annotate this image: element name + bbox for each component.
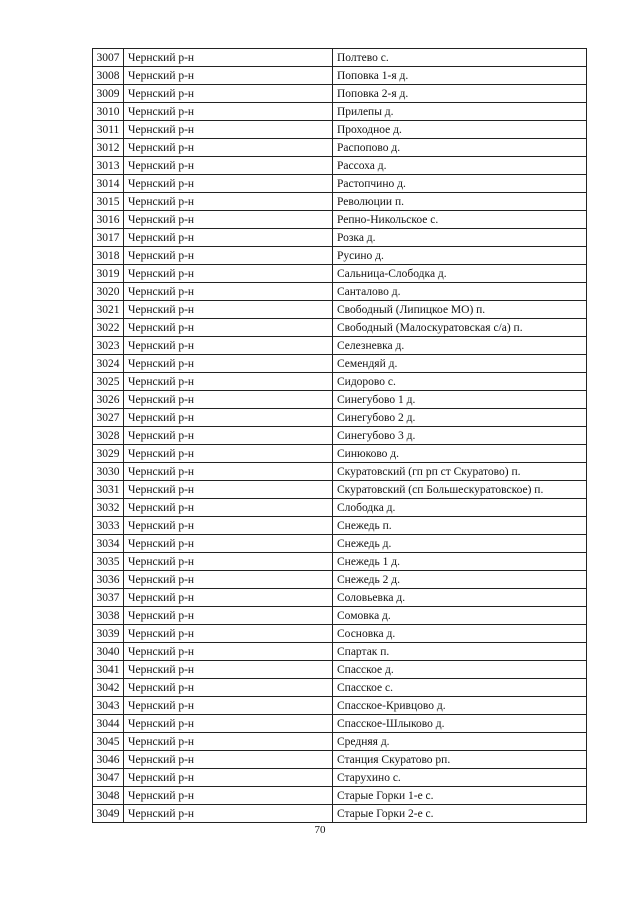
district-cell: Чернский р-н — [124, 445, 333, 463]
district-cell: Чернский р-н — [124, 499, 333, 517]
district-cell: Чернский р-н — [124, 355, 333, 373]
settlement-cell: Распопово д. — [333, 139, 587, 157]
district-cell: Чернский р-н — [124, 481, 333, 499]
table-row — [93, 769, 587, 787]
row-number: 3041 — [93, 661, 124, 679]
table-row — [93, 445, 587, 463]
row-number: 3013 — [93, 157, 124, 175]
table-row — [93, 265, 587, 283]
settlement-cell: Старые Горки 2-е с. — [333, 805, 587, 823]
district-cell: Чернский р-н — [124, 391, 333, 409]
district-cell: Чернский р-н — [124, 247, 333, 265]
district-cell: Чернский р-н — [124, 787, 333, 805]
settlement-cell: Средняя д. — [333, 733, 587, 751]
district-cell: Чернский р-н — [124, 337, 333, 355]
row-number: 3033 — [93, 517, 124, 535]
district-cell: Чернский р-н — [124, 193, 333, 211]
row-number: 3031 — [93, 481, 124, 499]
row-number: 3016 — [93, 211, 124, 229]
table-row — [93, 607, 587, 625]
row-number: 3037 — [93, 589, 124, 607]
settlement-cell: Снежедь п. — [333, 517, 587, 535]
row-number: 3035 — [93, 553, 124, 571]
row-number: 3025 — [93, 373, 124, 391]
row-number: 3036 — [93, 571, 124, 589]
district-cell: Чернский р-н — [124, 103, 333, 121]
row-number: 3042 — [93, 679, 124, 697]
settlement-cell: Старухино с. — [333, 769, 587, 787]
page-number: 70 — [314, 824, 326, 836]
row-number: 3043 — [93, 697, 124, 715]
settlement-cell: Синегубово 1 д. — [333, 391, 587, 409]
row-number: 3009 — [93, 85, 124, 103]
table-row — [93, 337, 587, 355]
district-cell: Чернский р-н — [124, 139, 333, 157]
table-row — [93, 553, 587, 571]
settlements-table-body — [93, 49, 587, 823]
table-row — [93, 733, 587, 751]
row-number: 3010 — [93, 103, 124, 121]
settlement-cell: Полтево с. — [333, 49, 587, 67]
district-cell: Чернский р-н — [124, 625, 333, 643]
table-row — [93, 175, 587, 193]
row-number: 3030 — [93, 463, 124, 481]
row-number: 3019 — [93, 265, 124, 283]
row-number: 3028 — [93, 427, 124, 445]
settlement-cell: Спасское-Кривцово д. — [333, 697, 587, 715]
row-number: 3044 — [93, 715, 124, 733]
settlement-cell: Поповка 1-я д. — [333, 67, 587, 85]
settlement-cell: Розка д. — [333, 229, 587, 247]
row-number: 3034 — [93, 535, 124, 553]
settlement-cell: Старые Горки 1-е с. — [333, 787, 587, 805]
district-cell: Чернский р-н — [124, 805, 333, 823]
settlement-cell: Соловьевка д. — [333, 589, 587, 607]
table-row — [93, 679, 587, 697]
table-row — [93, 283, 587, 301]
settlement-cell: Прилепы д. — [333, 103, 587, 121]
row-number: 3015 — [93, 193, 124, 211]
district-cell: Чернский р-н — [124, 427, 333, 445]
settlement-cell: Скуратовский (гп рп ст Скуратово) п. — [333, 463, 587, 481]
district-cell: Чернский р-н — [124, 211, 333, 229]
table-row — [93, 193, 587, 211]
row-number: 3014 — [93, 175, 124, 193]
district-cell: Чернский р-н — [124, 679, 333, 697]
district-cell: Чернский р-н — [124, 553, 333, 571]
table-row — [93, 517, 587, 535]
row-number: 3040 — [93, 643, 124, 661]
row-number: 3046 — [93, 751, 124, 769]
row-number: 3017 — [93, 229, 124, 247]
row-number: 3007 — [93, 49, 124, 67]
row-number: 3018 — [93, 247, 124, 265]
row-number: 3026 — [93, 391, 124, 409]
table-row — [93, 85, 587, 103]
district-cell: Чернский р-н — [124, 607, 333, 625]
settlement-cell: Спартак п. — [333, 643, 587, 661]
district-cell: Чернский р-н — [124, 373, 333, 391]
table-row — [93, 103, 587, 121]
row-number: 3032 — [93, 499, 124, 517]
table-row — [93, 355, 587, 373]
table-row — [93, 49, 587, 67]
district-cell: Чернский р-н — [124, 589, 333, 607]
district-cell: Чернский р-н — [124, 733, 333, 751]
table-row — [93, 625, 587, 643]
row-number: 3049 — [93, 805, 124, 823]
table-row — [93, 157, 587, 175]
row-number: 3045 — [93, 733, 124, 751]
settlement-cell: Синегубово 3 д. — [333, 427, 587, 445]
settlement-cell: Синегубово 2 д. — [333, 409, 587, 427]
district-cell: Чернский р-н — [124, 85, 333, 103]
district-cell: Чернский р-н — [124, 49, 333, 67]
table-row — [93, 715, 587, 733]
settlement-cell: Станция Скуратово рп. — [333, 751, 587, 769]
table-row — [93, 211, 587, 229]
district-cell: Чернский р-н — [124, 769, 333, 787]
district-cell: Чернский р-н — [124, 409, 333, 427]
table-row — [93, 391, 587, 409]
district-cell: Чернский р-н — [124, 661, 333, 679]
table-row — [93, 643, 587, 661]
table-row — [93, 535, 587, 553]
table-row — [93, 229, 587, 247]
row-number: 3027 — [93, 409, 124, 427]
table-row — [93, 805, 587, 823]
settlement-cell: Рассоха д. — [333, 157, 587, 175]
district-cell: Чернский р-н — [124, 535, 333, 553]
settlements-table — [92, 48, 587, 823]
district-cell: Чернский р-н — [124, 157, 333, 175]
table-row — [93, 139, 587, 157]
settlement-cell: Проходное д. — [333, 121, 587, 139]
settlement-cell: Растопчино д. — [333, 175, 587, 193]
district-cell: Чернский р-н — [124, 751, 333, 769]
row-number: 3011 — [93, 121, 124, 139]
row-number: 3048 — [93, 787, 124, 805]
row-number: 3008 — [93, 67, 124, 85]
district-cell: Чернский р-н — [124, 571, 333, 589]
row-number: 3024 — [93, 355, 124, 373]
table-row — [93, 499, 587, 517]
table-row — [93, 661, 587, 679]
table-row — [93, 787, 587, 805]
settlement-cell: Поповка 2-я д. — [333, 85, 587, 103]
settlement-cell: Свободный (Липицкое МО) п. — [333, 301, 587, 319]
table-row — [93, 427, 587, 445]
settlement-cell: Революции п. — [333, 193, 587, 211]
district-cell: Чернский р-н — [124, 517, 333, 535]
table-row — [93, 247, 587, 265]
settlement-cell: Репно-Никольское с. — [333, 211, 587, 229]
table-row — [93, 301, 587, 319]
table-row — [93, 697, 587, 715]
district-cell: Чернский р-н — [124, 283, 333, 301]
settlement-cell: Санталово д. — [333, 283, 587, 301]
settlement-cell: Спасское д. — [333, 661, 587, 679]
district-cell: Чернский р-н — [124, 121, 333, 139]
district-cell: Чернский р-н — [124, 463, 333, 481]
settlement-cell: Снежедь д. — [333, 535, 587, 553]
district-cell: Чернский р-н — [124, 175, 333, 193]
table-row — [93, 409, 587, 427]
settlement-cell: Спасское-Шлыково д. — [333, 715, 587, 733]
table-row — [93, 751, 587, 769]
settlement-cell: Сальница-Слободка д. — [333, 265, 587, 283]
settlement-cell: Спасское с. — [333, 679, 587, 697]
row-number: 3022 — [93, 319, 124, 337]
district-cell: Чернский р-н — [124, 697, 333, 715]
settlement-cell: Скуратовский (сп Большескуратовское) п. — [333, 481, 587, 499]
row-number: 3012 — [93, 139, 124, 157]
row-number: 3020 — [93, 283, 124, 301]
table-row — [93, 571, 587, 589]
row-number: 3047 — [93, 769, 124, 787]
district-cell: Чернский р-н — [124, 229, 333, 247]
settlement-cell: Семендяй д. — [333, 355, 587, 373]
settlement-cell: Свободный (Малоскуратовская с/а) п. — [333, 319, 587, 337]
settlement-cell: Сосновка д. — [333, 625, 587, 643]
settlement-cell: Русино д. — [333, 247, 587, 265]
table-row — [93, 373, 587, 391]
table-row — [93, 121, 587, 139]
table-row — [93, 67, 587, 85]
district-cell: Чернский р-н — [124, 301, 333, 319]
table-row — [93, 319, 587, 337]
district-cell: Чернский р-н — [124, 319, 333, 337]
district-cell: Чернский р-н — [124, 265, 333, 283]
settlement-cell: Синюково д. — [333, 445, 587, 463]
district-cell: Чернский р-н — [124, 715, 333, 733]
row-number: 3023 — [93, 337, 124, 355]
settlement-cell: Селезневка д. — [333, 337, 587, 355]
district-cell: Чернский р-н — [124, 67, 333, 85]
table-row — [93, 589, 587, 607]
row-number: 3021 — [93, 301, 124, 319]
settlement-cell: Снежедь 2 д. — [333, 571, 587, 589]
row-number: 3039 — [93, 625, 124, 643]
settlement-cell: Сидорово с. — [333, 373, 587, 391]
district-cell: Чернский р-н — [124, 643, 333, 661]
row-number: 3038 — [93, 607, 124, 625]
settlement-cell: Сомовка д. — [333, 607, 587, 625]
settlement-cell: Слободка д. — [333, 499, 587, 517]
settlement-cell: Снежедь 1 д. — [333, 553, 587, 571]
table-row — [93, 463, 587, 481]
row-number: 3029 — [93, 445, 124, 463]
table-row — [93, 481, 587, 499]
